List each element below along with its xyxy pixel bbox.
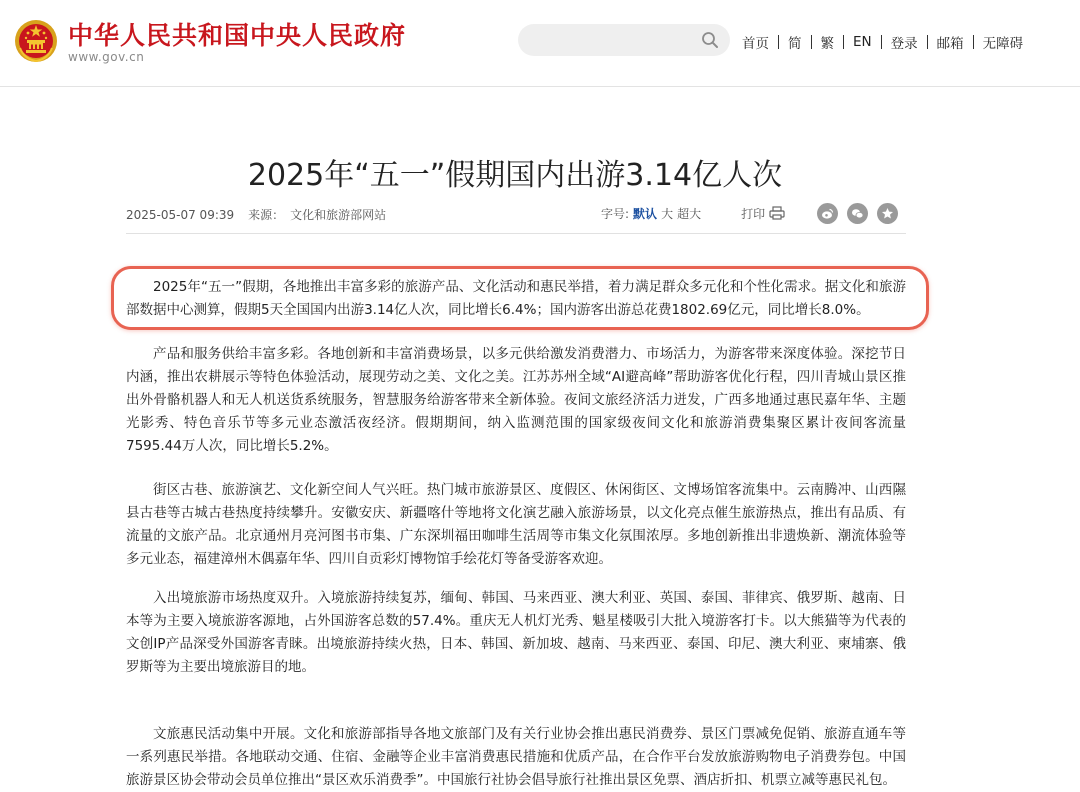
site-title[interactable]: 中华人民共和国中央人民政府 xyxy=(68,21,407,50)
nav-login[interactable]: 登录 xyxy=(890,36,918,52)
favorite-star-icon xyxy=(881,207,894,220)
article-paragraph-3: 街区古巷、旅游演艺、文化新空间人气兴旺。热门城市旅游景区、度假区、休闲街区、文博场馆客流集中。云南腾冲、山西隰县古巷等古城古巷热度持续攀升。安徽安庆、新疆喀什等地将文化演艺融入旅游场景，以文化亮点催生旅游热点，推出有品质、有流量的文旅产品。北京通州月亮河图书市集、广东深圳福田咖啡生活周等市集文化氛围浓厚。多地创新推出非遗焕新、潮流体验等多元业态，福建漳州木偶嘉年华、四川自贡彩灯博物馆手绘花灯等备受游客欢迎。 xyxy=(126,482,906,567)
font-size-default[interactable]: 默认 xyxy=(633,206,658,221)
article-paragraph-4: 入出境旅游市场热度双升。入境旅游持续复苏，缅甸、韩国、马来西亚、澳大利亚、英国、泰国、菲律宾、俄罗斯、越南、日本等为主要入境旅游客源地，占外国游客总数的57.4%。重庆无人机灯光秀、魁星楼吸引大批入境游客打卡。以大熊猫等为代表的文创IP产品深受外国游客青睐。出境旅游持续火热，日本、韩国、新加坡、越南、马来西亚、泰国、印尼、澳大利亚、柬埔寨、俄罗斯等为主要出境旅游目的地。 xyxy=(126,590,906,675)
search-input[interactable] xyxy=(530,30,699,52)
article-tools xyxy=(601,200,907,226)
printer-icon xyxy=(769,206,785,220)
nav-separator xyxy=(778,35,779,49)
nav-english[interactable]: EN xyxy=(853,34,872,50)
share-weibo-button[interactable] xyxy=(817,203,838,224)
article-title: 2025年“五一”假期国内出游3.14亿人次 xyxy=(247,158,783,194)
source-label: 来源： xyxy=(248,208,285,222)
nav-separator xyxy=(973,35,974,49)
article-paragraph-2: 产品和服务供给丰富多彩。各地创新和丰富消费场景，以多元供给激发消费潜力、市场活力，为游客带来深度体验。深挖节日内涵，推出农耕展示等特色体验活动，展现劳动之美、文化之美。江苏苏州全域“AI避高峰”帮助游客优化行程，四川青城山景区推出外骨骼机器人和无人机送货系统服务，智慧服务给游客带来全新体验。夜间文旅经济活力迸发，广西多地通过惠民嘉年华、主题光影秀、特色音乐节等多元业态激活夜经济。假期期间，纳入监测范围的国家级夜间文化和旅游消费集聚区累计夜间客流量7595.44万人次，同比增长5.2%。 xyxy=(126,346,906,454)
top-nav xyxy=(742,32,1023,52)
article-paragraph-5: 文旅惠民活动集中开展。文化和旅游部指导各地文旅部门及有关行业协会推出惠民消费券、景区门票减免促销、旅游直通车等一系列惠民举措。各地联动交通、住宿、金融等企业丰富消费惠民措施和优质产品，在合作平台发放旅游购物电子消费券包。中国旅游景区协会带动会员单位推出“景区欢乐消费季”。中国旅行社协会倡导旅行社推出景区免票、酒店折扣、机票立减等惠民礼包。 xyxy=(126,726,906,788)
nav-traditional[interactable]: 繁 xyxy=(820,36,834,52)
nav-separator xyxy=(881,35,882,49)
nav-mailbox[interactable]: 邮箱 xyxy=(936,36,964,52)
font-size-large[interactable]: 大 xyxy=(661,206,674,221)
print-label: 打印 xyxy=(741,206,766,221)
font-size-xlarge[interactable]: 超大 xyxy=(677,206,702,221)
nav-separator xyxy=(843,35,844,49)
share-wechat-button[interactable] xyxy=(847,203,868,224)
wechat-icon xyxy=(851,207,864,220)
print-button[interactable] xyxy=(741,205,785,222)
search-icon[interactable] xyxy=(700,30,720,50)
nav-accessibility[interactable]: 无障碍 xyxy=(982,36,1024,52)
weibo-icon xyxy=(821,207,834,220)
article-meta xyxy=(126,206,386,223)
nav-simplified[interactable]: 简 xyxy=(788,36,802,52)
font-size-label: 字号: xyxy=(601,206,630,221)
favorite-button[interactable] xyxy=(877,203,898,224)
publish-datetime: 2025-05-07 09:39 xyxy=(126,208,235,222)
site-url: www.gov.cn xyxy=(68,50,145,64)
nav-home[interactable]: 首页 xyxy=(742,36,769,52)
nav-separator xyxy=(927,35,928,49)
search-box xyxy=(518,24,730,56)
meta-divider xyxy=(126,233,906,234)
article-paragraph-1: 2025年“五一”假期，各地推出丰富多彩的旅游产品、文化活动和惠民举措，着力满足群众多元化和个性化需求。据文化和旅游部数据中心测算，假期5天全国国内出游3.14亿人次，同比增长6.4%；国内游客出游总花费1802.69亿元，同比增长8.0%。 xyxy=(126,279,906,318)
source-name: 文化和旅游部网站 xyxy=(290,208,387,222)
national-emblem-logo[interactable] xyxy=(14,18,58,64)
site-header xyxy=(0,0,1080,87)
nav-separator xyxy=(811,35,812,49)
